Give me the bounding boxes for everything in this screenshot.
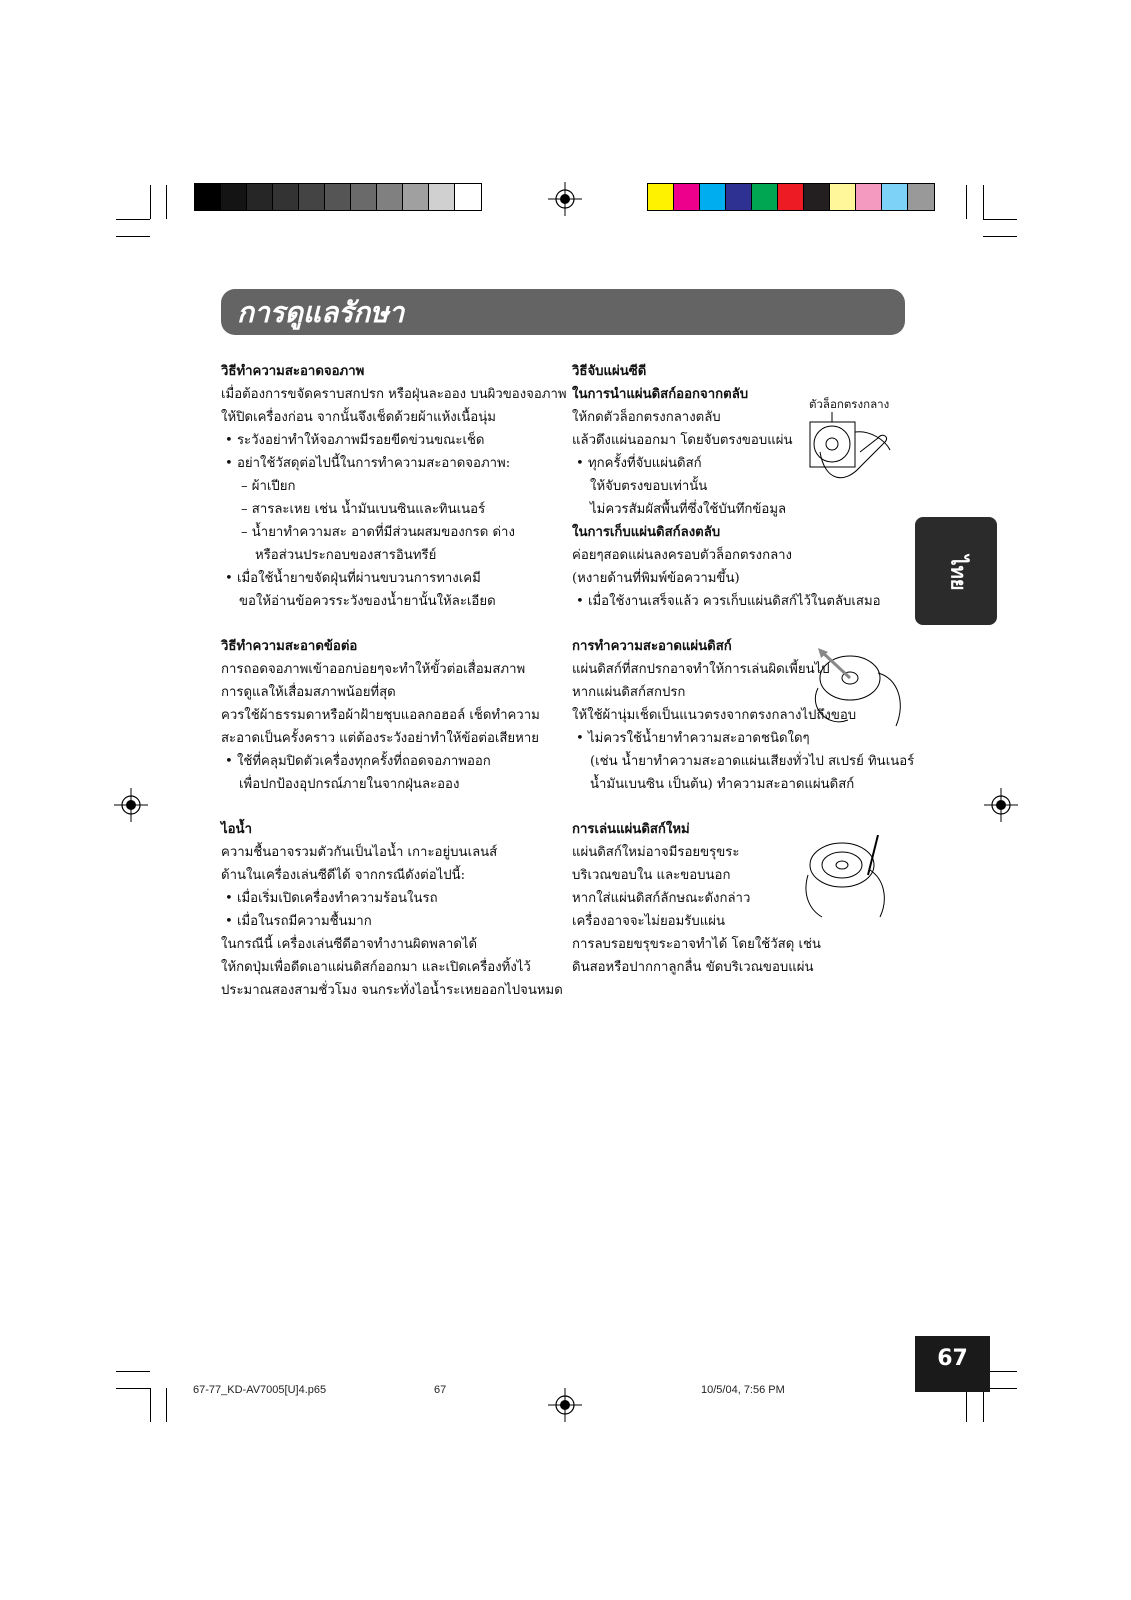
- figure-label-center-lock: ตัวล็อกตรงกลาง: [809, 397, 890, 411]
- section-heading: การเล่นแผ่นดิสก์ใหม่: [572, 822, 690, 837]
- crop-mark: [116, 1388, 150, 1389]
- text-line: ให้ปิดเครื่องก่อน จากนั้นจึงเช็ดด้วยผ้าแห้งเนื้อนุ่ม: [221, 410, 496, 425]
- bullet-item: • เมื่อใช้งานเสร็จแล้ว ควรเก็บแผ่นดิสก์ไว้ในตลับเสมอ: [576, 594, 881, 609]
- text-line: หรือส่วนประกอบของสารอินทรีย์: [255, 548, 437, 563]
- registration-mark-icon: [548, 182, 582, 216]
- text-line: ไม่ควรสัมผัสพื้นที่ซึ่งใช้บันทึกข้อมูล: [590, 502, 787, 517]
- color-swatch: [700, 184, 726, 210]
- language-side-tab: [915, 517, 997, 625]
- text-line: หากใส่แผ่นดิสก์ลักษณะดังกล่าว: [572, 891, 751, 906]
- text-line: (หงายด้านที่พิมพ์ข้อความขึ้น): [572, 571, 740, 586]
- color-swatch: [674, 184, 700, 210]
- text-line: บริเวณขอบใน และขอบนอก: [572, 868, 731, 883]
- new-disc-pen-illustration: [800, 835, 900, 920]
- color-swatch: [377, 184, 403, 210]
- crop-mark: [150, 185, 151, 219]
- text-line: เพื่อปกป้องอุปกรณ์ภายในจากฝุ่นละออง: [239, 777, 460, 792]
- color-swatch: [429, 184, 455, 210]
- text-line: ให้ใช้ผ้านุ่มเช็ดเป็นแนวตรงจากตรงกลางไปถึงขอบ: [572, 708, 857, 723]
- crop-mark: [983, 185, 984, 219]
- text-line: การดูแลให้เสื่อมสภาพน้อยที่สุด: [221, 685, 396, 700]
- bullet-item: • ใช้ที่คลุมปิดตัวเครื่องทุกครั้งที่ถอดจอภาพออก: [225, 754, 491, 769]
- color-swatch: [455, 184, 481, 210]
- section-heading: ไอน้ำ: [221, 822, 252, 837]
- gray-scale-bar: [194, 183, 482, 211]
- color-swatch: [726, 184, 752, 210]
- crop-mark: [966, 1388, 967, 1422]
- section-heading: วิธีทำความสะอาดข้อต่อ: [221, 639, 358, 654]
- crop-mark: [983, 236, 1017, 237]
- text-line: ควรใช้ผ้าธรรมดาหรือผ้าฝ้ายชุบแอลกอฮอล์ เช็ดทำความ: [221, 708, 540, 723]
- registration-mark-icon: [548, 1388, 582, 1422]
- page-number-box: [915, 1336, 990, 1392]
- text-line: การถอดจอภาพเข้าออกบ่อยๆจะทำให้ขั้วต่อเสื่อมสภาพ: [221, 662, 526, 677]
- crop-mark: [150, 1388, 151, 1422]
- crop-mark: [116, 1371, 150, 1372]
- color-swatch: [856, 184, 882, 210]
- bullet-item: • ระวังอย่าทำให้จอภาพมีรอยขีดข่วนขณะเช็ด: [225, 433, 485, 448]
- dash-item: – สารละเหย เช่น น้ำมันเบนซินและทินเนอร์: [241, 502, 486, 517]
- text-line: แผ่นดิสก์ที่สกปรกอาจทำให้การเล่นผิดเพี้ยนไป: [572, 662, 830, 677]
- disc-case-hand-illustration: [790, 412, 900, 490]
- bullet-item: • ทุกครั้งที่จับแผ่นดิสก์: [576, 456, 702, 471]
- color-swatch: [403, 184, 429, 210]
- text-line: ค่อยๆสอดแผ่นลงครอบตัวล็อกตรงกลาง: [572, 548, 792, 563]
- title-band: [221, 289, 905, 335]
- sub-heading: ในการเก็บแผ่นดิสก์ลงตลับ: [572, 525, 721, 540]
- dash-item: – ผ้าเปียก: [241, 479, 296, 494]
- color-swatch: [325, 184, 351, 210]
- crop-mark: [966, 185, 967, 219]
- color-swatch: [299, 184, 325, 210]
- text-line: แผ่นดิสก์ใหม่อาจมีรอยขรุขระ: [572, 845, 740, 860]
- color-swatch: [882, 184, 908, 210]
- dash-item: – น้ำยาทำความสะ อาดที่มีส่วนผสมของกรด ด่าง: [241, 525, 515, 540]
- page-number: 67: [937, 1346, 968, 1371]
- color-swatch: [351, 184, 377, 210]
- text-line: ในกรณีนี้ เครื่องเล่นซีดีอาจทำงานผิดพลาดได้: [221, 937, 478, 952]
- color-swatch: [273, 184, 299, 210]
- footer-date: 10/5/04, 7:56 PM: [701, 1384, 785, 1396]
- crop-mark: [983, 1388, 984, 1422]
- text-line: การลบรอยขรุขระอาจทำได้ โดยใช้วัสดุ เช่น: [572, 937, 821, 952]
- section-heading: วิธีจับแผ่นซีดี: [572, 364, 647, 379]
- section-heading: วิธีทำความสะอาดจอภาพ: [221, 364, 365, 379]
- text-line: ด้านในเครื่องเล่นซีดีได้ จากกรณีดังต่อไปนี้:: [221, 868, 466, 883]
- section-moisture: [221, 818, 563, 1002]
- crop-mark: [166, 1388, 167, 1422]
- section-screen-cleaning: [221, 360, 567, 613]
- text-line: ประมาณสองสามชั่วโมง จนกระทั่งไอน้ำระเหยออกไปจนหมด: [221, 983, 563, 998]
- text-line: ให้กดตัวล็อกตรงกลางตลับ: [572, 410, 721, 425]
- section-heading: การทำความสะอาดแผ่นดิสก์: [572, 639, 732, 654]
- color-swatch: [908, 184, 934, 210]
- crop-mark: [116, 236, 150, 237]
- text-line: แล้วดึงแผ่นออกมา โดยจับตรงขอบแผ่น: [572, 433, 793, 448]
- color-swatch: [804, 184, 830, 210]
- side-tab-label: ไทย: [946, 555, 971, 591]
- registration-mark-icon: [984, 788, 1018, 822]
- text-line: ดินสอหรือปากกาลูกลื่น ขัดบริเวณขอบแผ่น: [572, 960, 814, 975]
- bullet-item: • ไม่ควรใช้น้ำยาทำความสะอาดชนิดใดๆ: [576, 731, 810, 746]
- crop-mark: [166, 185, 167, 219]
- text-line: น้ำมันเบนซิน เป็นต้น) ทำความสะอาดแผ่นดิสก์: [590, 777, 855, 792]
- sub-heading: ในการนำแผ่นดิสก์ออกจากตลับ: [572, 387, 749, 402]
- color-swatch: [752, 184, 778, 210]
- text-line: (เช่น น้ำยาทำความสะอาดแผ่นเสียงทั่วไป สเปรย์ ทินเนอร์: [590, 754, 915, 769]
- text-line: ให้กดปุ่มเพื่อดีดเอาแผ่นดิสก์ออกมา และเปิดเครื่องทิ้งไว้: [221, 960, 531, 975]
- disc-cleaning-illustration: [808, 648, 908, 730]
- footer-page: 67: [434, 1384, 447, 1396]
- color-swatch: [195, 184, 221, 210]
- bullet-item: • เมื่อในรถมีความชื้นมาก: [225, 914, 372, 929]
- text-line: ความชื้นอาจรวมตัวกันเป็นไอน้ำ เกาะอยู่บนเลนส์: [221, 845, 498, 860]
- text-line: ขอให้อ่านข้อควรระวังของน้ำยานั้นให้ละเอียด: [239, 594, 496, 609]
- crop-mark: [983, 219, 1017, 220]
- text-line: เมื่อต้องการขจัดคราบสกปรก หรือฝุ่นละออง บนผิวของจอภาพ: [221, 387, 567, 402]
- footer-file: 67-77_KD-AV7005[U]4.p65: [193, 1384, 327, 1396]
- process-color-bar: [647, 183, 935, 211]
- text-line: สะอาดเป็นครั้งคราว แต่ต้องระวังอย่าทำให้ข้อต่อเสียหาย: [221, 731, 539, 746]
- registration-mark-icon: [114, 788, 148, 822]
- bullet-item: • อย่าใช้วัสดุต่อไปนี้ในการทำความสะอาดจอภาพ:: [225, 456, 511, 471]
- color-swatch: [221, 184, 247, 210]
- text-line: เครื่องอาจจะไม่ยอมรับแผ่น: [572, 914, 725, 929]
- left-column: [221, 360, 567, 1024]
- text-line: หากแผ่นดิสก์สกปรก: [572, 685, 686, 700]
- color-swatch: [648, 184, 674, 210]
- text-line: ให้จับตรงขอบเท่านั้น: [590, 479, 708, 494]
- color-swatch: [247, 184, 273, 210]
- color-swatch: [830, 184, 856, 210]
- bullet-item: • เมื่อใช้น้ำยาขจัดฝุ่นที่ผ่านขบวนการทางเคมี: [225, 571, 481, 586]
- crop-mark: [116, 219, 150, 220]
- bullet-item: • เมื่อเริ่มเปิดเครื่องทำความร้อนในรถ: [225, 891, 438, 906]
- section-connector-cleaning: [221, 635, 551, 796]
- page-title: การดูแลรักษา: [237, 296, 405, 329]
- color-swatch: [778, 184, 804, 210]
